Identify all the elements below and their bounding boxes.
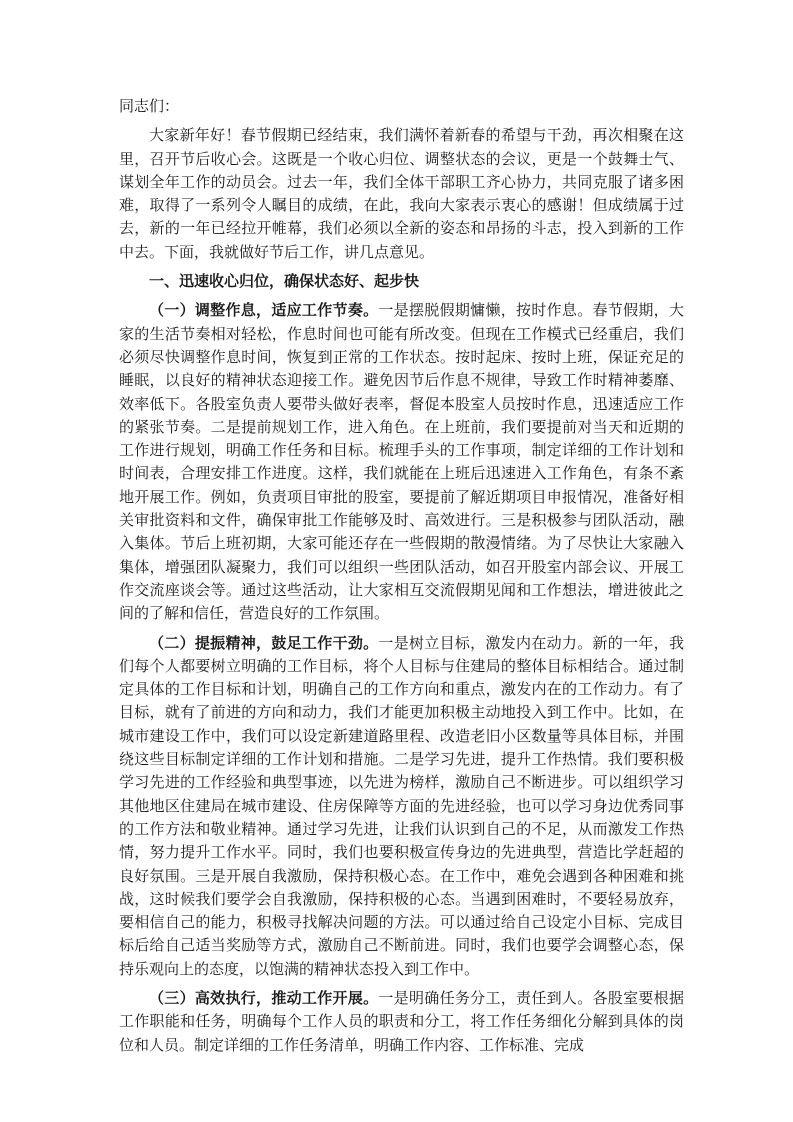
- intro-paragraph: 大家新年好！春节假期已经结束，我们满怀着新春的希望与干劲，再次相聚在这里，召开节后收心会。这既是一个收心归位、调整状态的会议，更是一个鼓舞士气、谋划全年工作的动员会。过去一年，我们全体干部职工齐心协力，共同克服了诸多困难，取得了一系列令人瞩目的成绩，在此，我向大家表示衷心的感谢！但成绩属于过去，新的一年已经拉开帷幕，我们必须以全新的姿态和昂扬的斗志，投入到新的工作中去。下面，我就做好节后工作，讲几点意见。: [119, 126, 684, 261]
- subsection-paragraph-3: [119, 987, 684, 1057]
- subsection-title-1: （一）调整作息，适应工作节奏。: [149, 301, 379, 320]
- subsection-title-3: （三）高效执行，推动工作开展。: [149, 988, 379, 1007]
- salutation: 同志们：: [119, 97, 180, 115]
- subsection-paragraph-1: [119, 299, 684, 625]
- subsection-text-3: 一是明确任务分工，责任到人。各股室要根据工作职能和任务，明确每个工作人员的职责和分工，将工作任务细化分解到具体的岗位和人员。制定详细的工作任务清单，明确工作内容、工作标准、完成: [119, 988, 684, 1054]
- subsection-text-1: 一是摆脱假期慵懒，按时作息。春节假期，大家的生活节奏相对轻松，作息时间也可能有所改变。但现在工作模式已经重启，我们必须尽快调整作息时间，恢复到正常的工作状态。按时起床、按时上班，保证充足的睡眠，以良好的精神状态迎接工作。避免因节后作息不规律，导致工作时精神萎靡、效率低下。各股室负责人要带头做好表率，督促本股室人员按时作息，迅速适应工作的紧张节奏。二是提前规划工作，进入角色。在上班前，我们要提前对当天和近期的工作进行规划，明确工作任务和目标。梳理手头的工作事项，制定详细的工作计划和时间表，合理安排工作进度。这样，我们就能在上班后迅速进入工作角色，有条不紊地开展工作。例如，负责项目审批的股室，要提前了解近期项目申报情况，准备好相关审批资料和文件，确保审批工作能够及时、高效进行。三是积极参与团队活动，融入集体。节后上班初期，大家可能还存在一些假期的散漫情绪。为了尽快让大家融入集体，增强团队凝聚力，我们可以组织一些团队活动，如召开股室内部会议、开展工作交流座谈会等。通过这些活动，让大家相互交流假期见闻和工作想法，增进彼此之间的了解和信任，营造良好的工作氛围。: [119, 301, 684, 623]
- section-heading-1: 一、迅速收心归位，确保状态好、起步快: [149, 272, 420, 291]
- subsection-paragraph-2: [119, 632, 684, 981]
- document-body: [119, 95, 684, 1063]
- subsection-text-2: 一是树立目标，激发内在动力。新的一年，我们每个人都要树立明确的工作目标，将个人目标与住建局的整体目标相结合。通过制定具体的工作目标和计划，明确自己的工作方向和重点，激发内在的工作动力。有了目标，就有了前进的方向和动力，我们才能更加积极主动地投入到工作中。比如，在城市建设工作中，我们可以设定新建道路里程、改造老旧小区数量等具体目标，并围绕这些目标制定详细的工作计划和措施。二是学习先进，提升工作热情。我们要积极学习先进的工作经验和典型事迹，以先进为榜样，激励自己不断进步。可以组织学习其他地区住建局在城市建设、住房保障等方面的先进经验，也可以学习身边优秀同事的工作方法和敬业精神。通过学习先进，让我们认识到自己的不足，从而激发工作热情，努力提升工作水平。同时，我们也要积极宣传身边的先进典型，营造比学赶超的良好氛围。三是开展自我激励，保持积极心态。在工作中，难免会遇到各种困难和挑战，这时候我们要学会自我激励，保持积极的心态。当遇到困难时，不要轻易放弃，要相信自己的能力，积极寻找解决问题的方法。可以通过给自己设定小目标、完成目标后给自己适当奖励等方式，激励自己不断前进。同时，我们也要学会调整心态，保持乐观向上的态度，以饱满的精神状态投入到工作中。: [119, 633, 684, 978]
- subsection-title-2: （二）提振精神，鼓足工作干劲。: [149, 633, 379, 652]
